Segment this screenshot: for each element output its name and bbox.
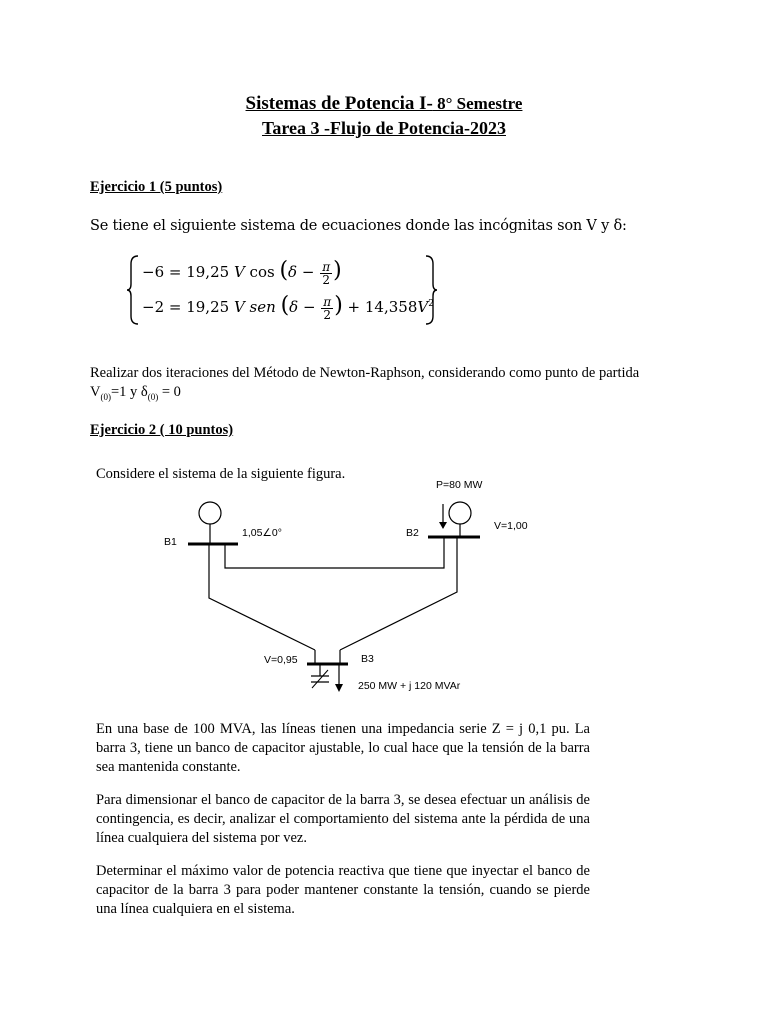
document-subtitle: Tarea 3 -Flujo de Potencia-2023 bbox=[262, 118, 506, 138]
label-b1-voltage: 1,05∠0° bbox=[242, 527, 282, 539]
eq2-var2: V bbox=[417, 298, 429, 316]
eq2-square: 2 bbox=[428, 299, 434, 309]
eq1-var: V bbox=[233, 263, 245, 281]
eq1-delta: δ bbox=[288, 263, 298, 281]
eq2-delta: δ bbox=[289, 298, 299, 316]
label-b3-load: 250 MW + j 120 MVAr bbox=[358, 680, 461, 692]
document-title bbox=[0, 93, 768, 115]
eq2-two: 2 bbox=[323, 307, 332, 322]
task-end: = 0 bbox=[158, 384, 181, 400]
eq1-minus: − bbox=[297, 263, 320, 281]
ex2-para2-text: Para dimensionar el banco de capacitor de la barra 3, se desea efectuar un análisis de contingencia, es decir, analizar el comportamiento del sistema ante la pérdida de una línea cualquiera del sistema por vez. bbox=[96, 792, 590, 846]
ex2-paragraph-3 bbox=[96, 862, 590, 919]
label-b3-voltage: V=0,95 bbox=[264, 654, 298, 666]
eq1-pi: π bbox=[322, 259, 331, 274]
ex1-intro: Se tiene el siguiente sistema de ecuaciones donde las incógnitas son V y δ: bbox=[90, 218, 627, 234]
label-b3: B3 bbox=[361, 653, 374, 665]
ex2-para1-text: En una base de 100 MVA, las líneas tienen una impedancia serie Z = j 0,1 pu. La barra 3, tiene un banco de capacitor ajustable, lo cual hace que la tensión de la barra sea mantenida constante. bbox=[96, 721, 590, 775]
eq1-fraction bbox=[320, 261, 332, 286]
eq1-lhs: −6 = 19,25 bbox=[142, 263, 234, 281]
eq2-var: V sen bbox=[233, 298, 276, 316]
ex2-para3-text: Determinar el máximo valor de potencia reactiva que tiene que inyectar el banco de capacitor de la barra 3 para poder mantener constante la tensión, cuando se pierde una línea cualquiera en el sistema. bbox=[96, 863, 590, 917]
ex1-task-line2 bbox=[90, 383, 181, 407]
task-mid: =1 y δ bbox=[110, 384, 148, 400]
eq2-pi: π bbox=[323, 294, 332, 309]
line-b1-b2 bbox=[225, 537, 444, 568]
ex1-task-line1: Realizar dos iteraciones del Método de Newton-Raphson, considerando como punto de partida bbox=[90, 365, 640, 381]
eq1-two: 2 bbox=[322, 272, 330, 287]
ex2-heading: Ejercicio 2 ( 10 puntos) bbox=[90, 422, 234, 438]
eq2-lhs: −2 = 19,25 bbox=[142, 298, 234, 316]
equation-1: −6 = 19,25 V cos (δ − $\frac{\pi}{2}$ ) bbox=[142, 258, 342, 287]
task-sub-delta: (0) bbox=[147, 391, 159, 402]
label-b2: B2 bbox=[406, 527, 419, 539]
eq2-tail: + 14,358 bbox=[342, 298, 418, 316]
generator-b2-icon bbox=[449, 502, 471, 524]
eq2-minus: − bbox=[298, 298, 321, 316]
label-b1: B1 bbox=[164, 536, 177, 548]
ex2-paragraph-1 bbox=[96, 720, 590, 777]
eq2-fraction bbox=[321, 296, 333, 321]
ex1-heading: Ejercicio 1 (5 puntos) bbox=[90, 179, 223, 195]
equation-2: −2 = 19,25 V sen (δ − $\frac{\pi}{2}$ ) + $14,358V^2$ bbox=[142, 293, 434, 322]
title-main: Sistemas de Potencia I- bbox=[245, 93, 433, 114]
title-semester: 8° Semestre bbox=[432, 94, 523, 113]
task-sub-v: (0) bbox=[100, 391, 111, 402]
left-brace bbox=[126, 254, 140, 326]
eq1-func: cos bbox=[244, 263, 280, 281]
power-system-diagram bbox=[150, 470, 550, 700]
ex2-paragraph-2 bbox=[96, 791, 590, 848]
ex2-intro: Considere el sistema de la siguiente figura. bbox=[96, 466, 346, 482]
label-b2-power: P=80 MW bbox=[436, 479, 483, 491]
generator-b1-icon bbox=[199, 502, 221, 524]
task-v: V bbox=[90, 384, 101, 400]
line-b2-b3 bbox=[340, 537, 457, 650]
label-b2-voltage: V=1,00 bbox=[494, 520, 528, 532]
